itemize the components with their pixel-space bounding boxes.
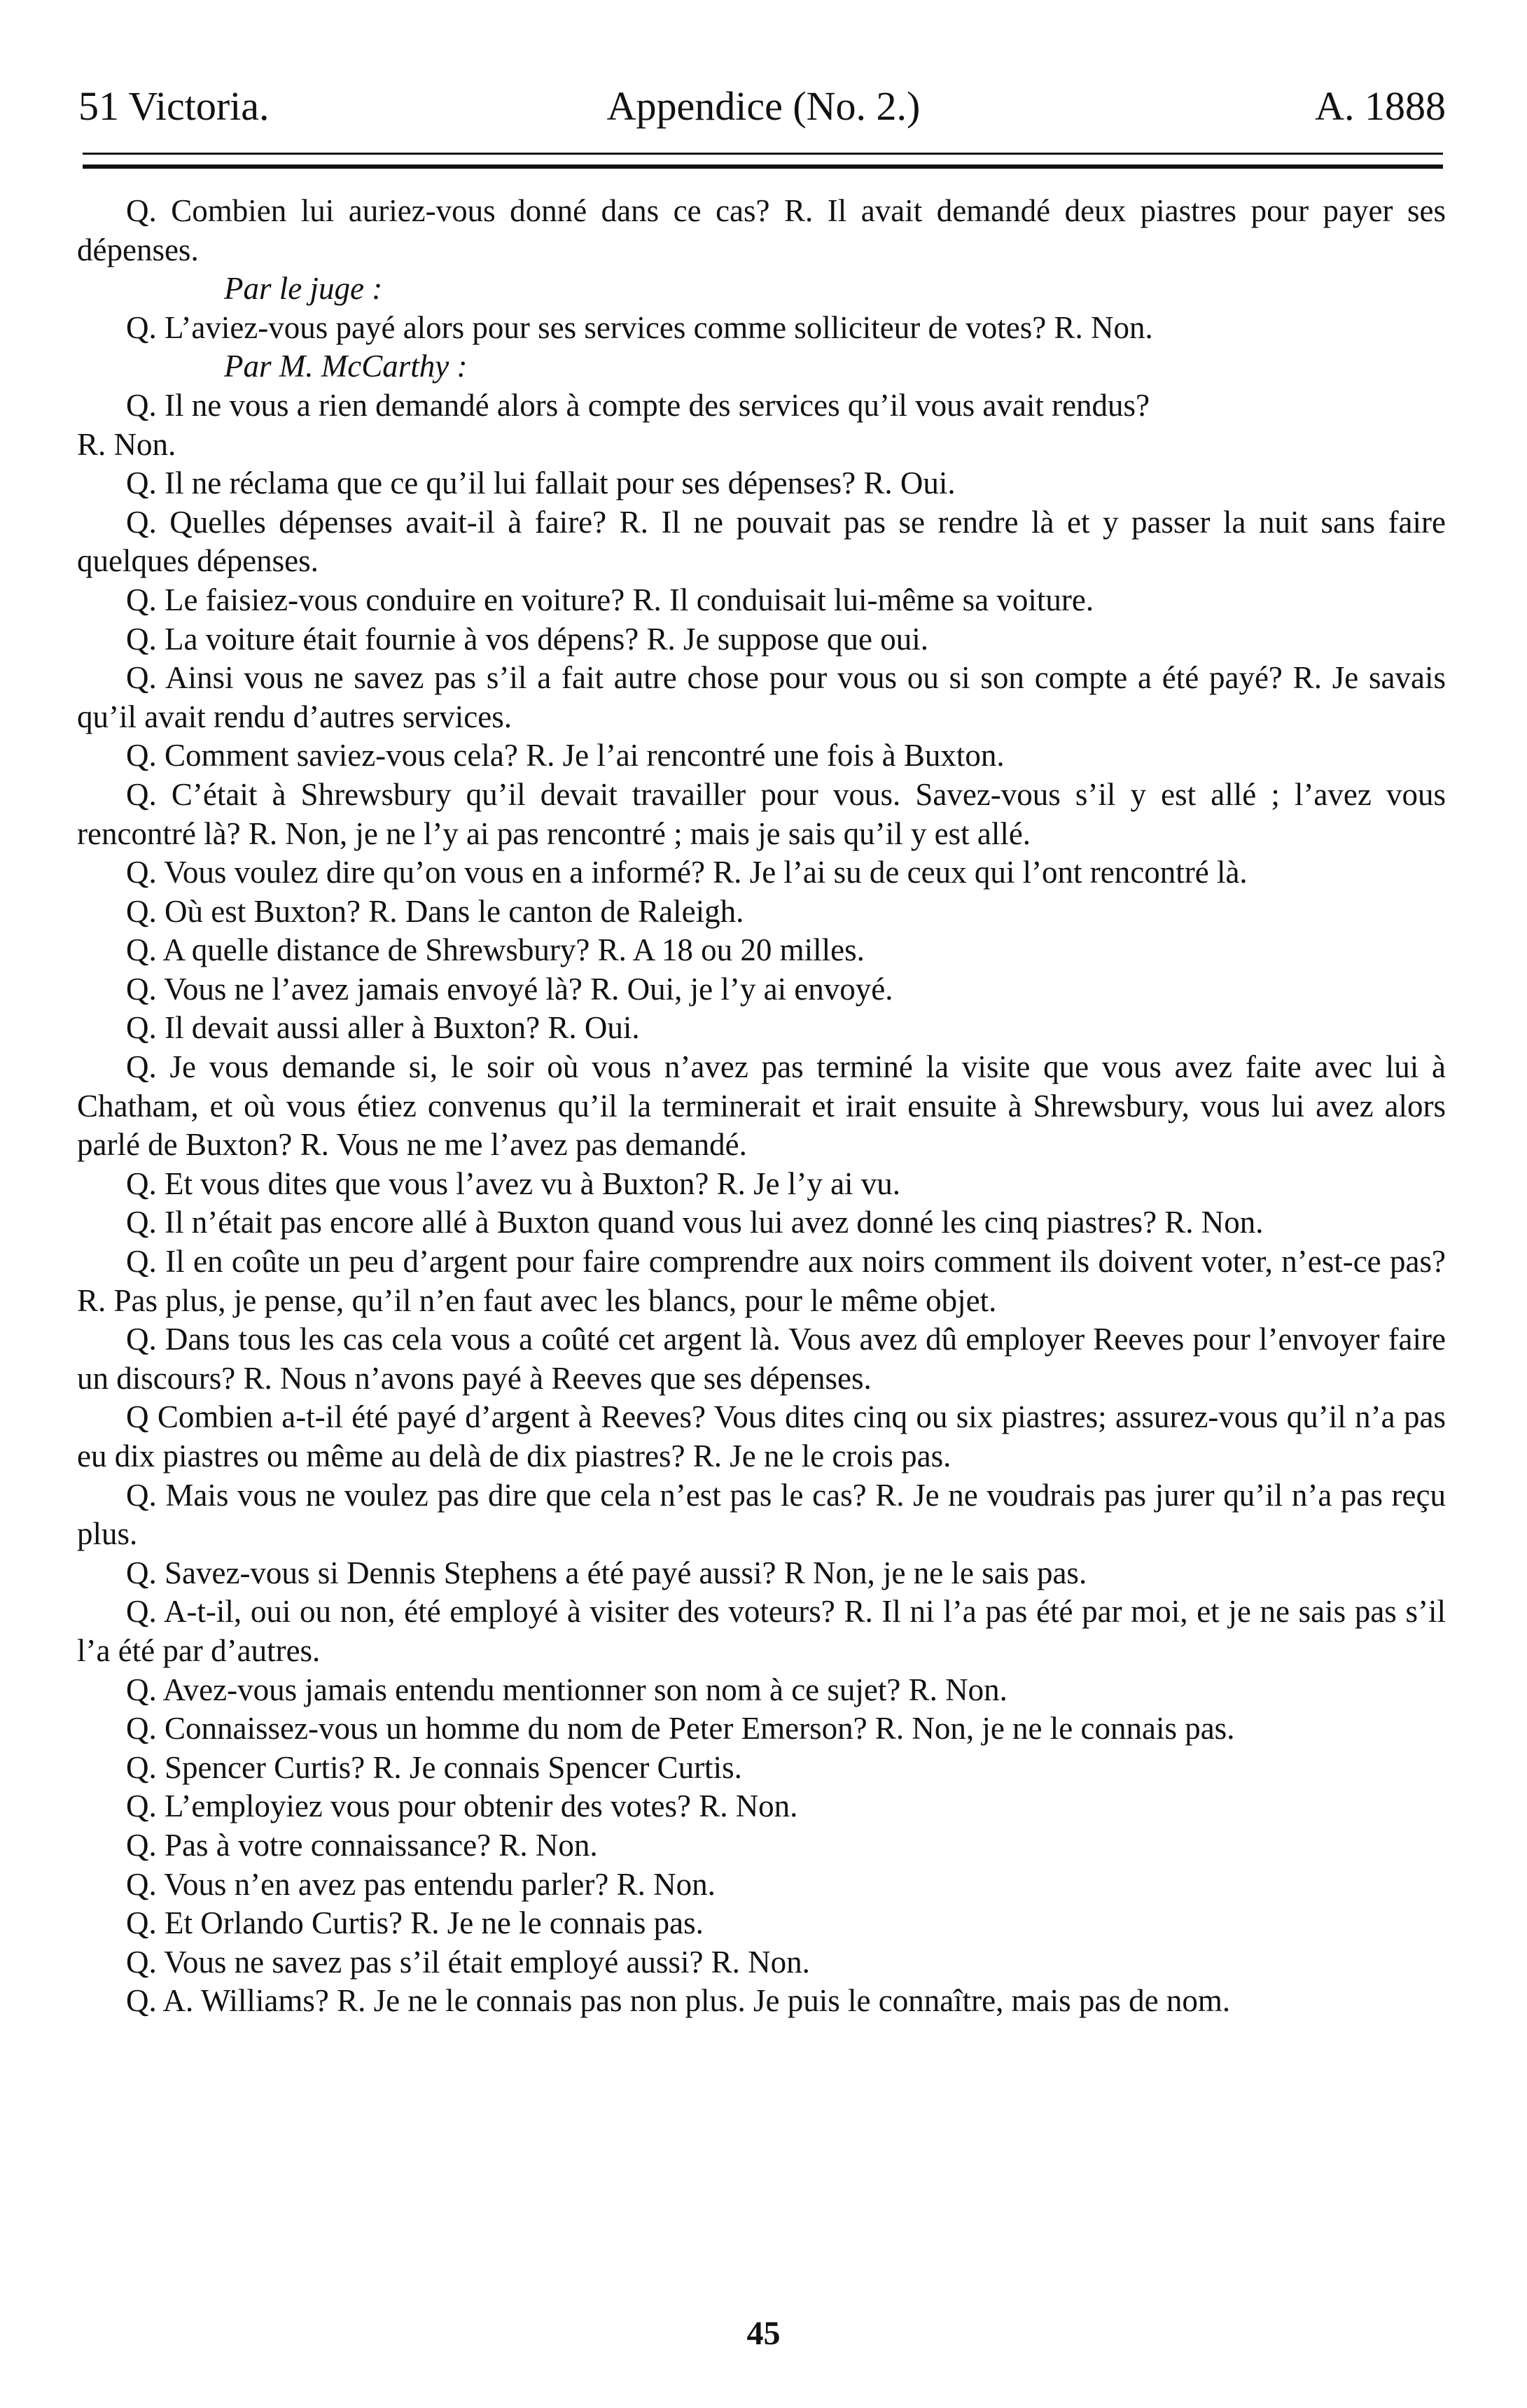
speaker-heading: Par le juge : [224, 271, 383, 307]
question-answer-paragraph: Q. Avez-vous jamais entendu mentionner son nom à ce sujet? R. Non. [126, 1672, 1007, 1707]
question-answer-paragraph: Q. Vous voulez dire qu’on vous en a informé? R. Je l’ai su de ceux qui l’ont rencontré là. [126, 855, 1248, 890]
question-answer-paragraph: Q. Il devait aussi aller à Buxton? R. Oui. [126, 1010, 640, 1046]
question-answer-paragraph: Q. Et Orlando Curtis? R. Je ne le connais pas. [126, 1905, 704, 1941]
question-answer-paragraph: Q. L’employiez vous pour obtenir des votes? R. Non. [126, 1788, 798, 1824]
page-number: 45 [746, 2315, 781, 2352]
question-answer-paragraph: Q. A. Williams? R. Je ne le connais pas non plus. Je puis le connaître, mais pas de nom. [126, 1983, 1231, 2019]
header-double-rule [83, 153, 1443, 169]
page-header [70, 78, 1457, 134]
question-answer-paragraph: Q. Il n’était pas encore allé à Buxton quand vous lui avez donné les cinq piastres? R. Non. [126, 1205, 1264, 1240]
question-answer-paragraph: Q. Savez-vous si Dennis Stephens a été payé aussi? R Non, je ne le sais pas. [126, 1555, 1087, 1590]
question-answer-paragraph: Q. C’était à Shrewsbury qu’il devait travailler pour vous. Savez-vous s’il y est allé ; l’avez vous rencontré là? R. Non, je ne l’y ai pas rencontré ; mais je sais qu’il y est allé. [77, 776, 1446, 851]
question-answer-paragraph: Q. A quelle distance de Shrewsbury? R. A 18 ou 20 milles. [126, 932, 865, 968]
question-answer-paragraph: Q. Où est Buxton? R. Dans le canton de Raleigh. [126, 893, 744, 929]
question-answer-paragraph: Q. Mais vous ne voulez pas dire que cela n’est pas le cas? R. Je ne voudrais pas jurer qu’il n’a pas reçu plus. [77, 1477, 1446, 1552]
question-answer-paragraph: Q. Je vous demande si, le soir où vous n’avez pas terminé la visite que vous avez faite avec lui à Chatham, et où vous étiez convenus qu’il la terminerait et irait ensuite à Shrewsbury, vous lui avez alors parlé de Buxton? R. Vous ne me l’avez pas demandé. [77, 1049, 1446, 1163]
question-answer-paragraph: Q. Il ne réclama que ce qu’il lui fallait pour ses dépenses? R. Oui. [126, 465, 956, 501]
speaker-heading: Par M. McCarthy : [224, 349, 468, 384]
question-answer-paragraph: Q. Il ne vous a rien demandé alors à compte des services qu’il vous avait rendus? [126, 387, 1150, 423]
question-answer-paragraph: Q. Combien lui auriez-vous donné dans ce cas? R. Il avait demandé deux piastres pour payer ses dépenses. [77, 193, 1446, 267]
question-answer-paragraph: Q. Le faisiez-vous conduire en voiture? R. Il conduisait lui-même sa voiture. [126, 582, 1094, 617]
question-answer-paragraph: Q. Il en coûte un peu d’argent pour faire comprendre aux noirs comment ils doivent voter, n’est-ce pas? R. Pas plus, je pense, qu’il n’en faut avec les blancs, pour le même objet. [77, 1244, 1446, 1318]
question-answer-paragraph: Q. Quelles dépenses avait-il à faire? R. Il ne pouvait pas se rendre là et y passer la nuit sans faire quelques dépenses. [77, 504, 1446, 579]
question-answer-paragraph: Q. La voiture était fournie à vos dépens? R. Je suppose que oui. [126, 621, 928, 657]
question-answer-paragraph: Q. Connaissez-vous un homme du nom de Peter Emerson? R. Non, je ne le connais pas. [126, 1711, 1235, 1746]
testimony-body [77, 192, 1446, 2021]
question-answer-paragraph: Q. Dans tous les cas cela vous a coûté cet argent là. Vous avez dû employer Reeves pour l’envoyer faire un discours? R. Nous n’avons payé à Reeves que ses dépenses. [77, 1322, 1446, 1396]
question-answer-paragraph: Q. Comment saviez-vous cela? R. Je l’ai rencontré une fois à Buxton. [126, 738, 1005, 774]
question-answer-paragraph: Q. Ainsi vous ne savez pas s’il a fait autre chose pour vous ou si son compte a été payé? R. Je savais qu’il avait rendu d’autres services. [77, 660, 1446, 734]
question-answer-paragraph: Q. L’aviez-vous payé alors pour ses services comme solliciteur de votes? R. Non. [126, 309, 1153, 345]
question-answer-paragraph: Q. Et vous dites que vous l’avez vu à Buxton? R. Je l’y ai vu. [126, 1166, 901, 1201]
header-appendix: Appendice (No. 2.) [606, 83, 921, 129]
header-year: A. 1888 [1315, 83, 1446, 129]
question-answer-paragraph: Q. Vous ne l’avez jamais envoyé là? R. Oui, je l’y ai envoyé. [126, 971, 893, 1007]
answer-continuation: R. Non. [77, 426, 176, 462]
header-session: 51 Victoria. [78, 83, 270, 129]
question-answer-paragraph: Q. Vous n’en avez pas entendu parler? R. Non. [126, 1866, 716, 1902]
question-answer-paragraph: Q. A-t-il, oui ou non, été employé à visiter des voteurs? R. Il ni l’a pas été par moi, et je ne sais pas s’il l’a été par d’autres. [77, 1594, 1446, 1668]
question-answer-paragraph: Q. Vous ne savez pas s’il était employé aussi? R. Non. [126, 1944, 810, 1980]
question-answer-paragraph: Q. Spencer Curtis? R. Je connais Spencer Curtis. [126, 1749, 742, 1785]
question-answer-paragraph: Q Combien a-t-il été payé d’argent à Reeves? Vous dites cinq ou six piastres; assurez-vous qu’il n’a pas eu dix piastres ou même au delà de dix piastres? R. Je ne le crois pas. [77, 1399, 1446, 1474]
question-answer-paragraph: Q. Pas à votre connaissance? R. Non. [126, 1827, 598, 1863]
